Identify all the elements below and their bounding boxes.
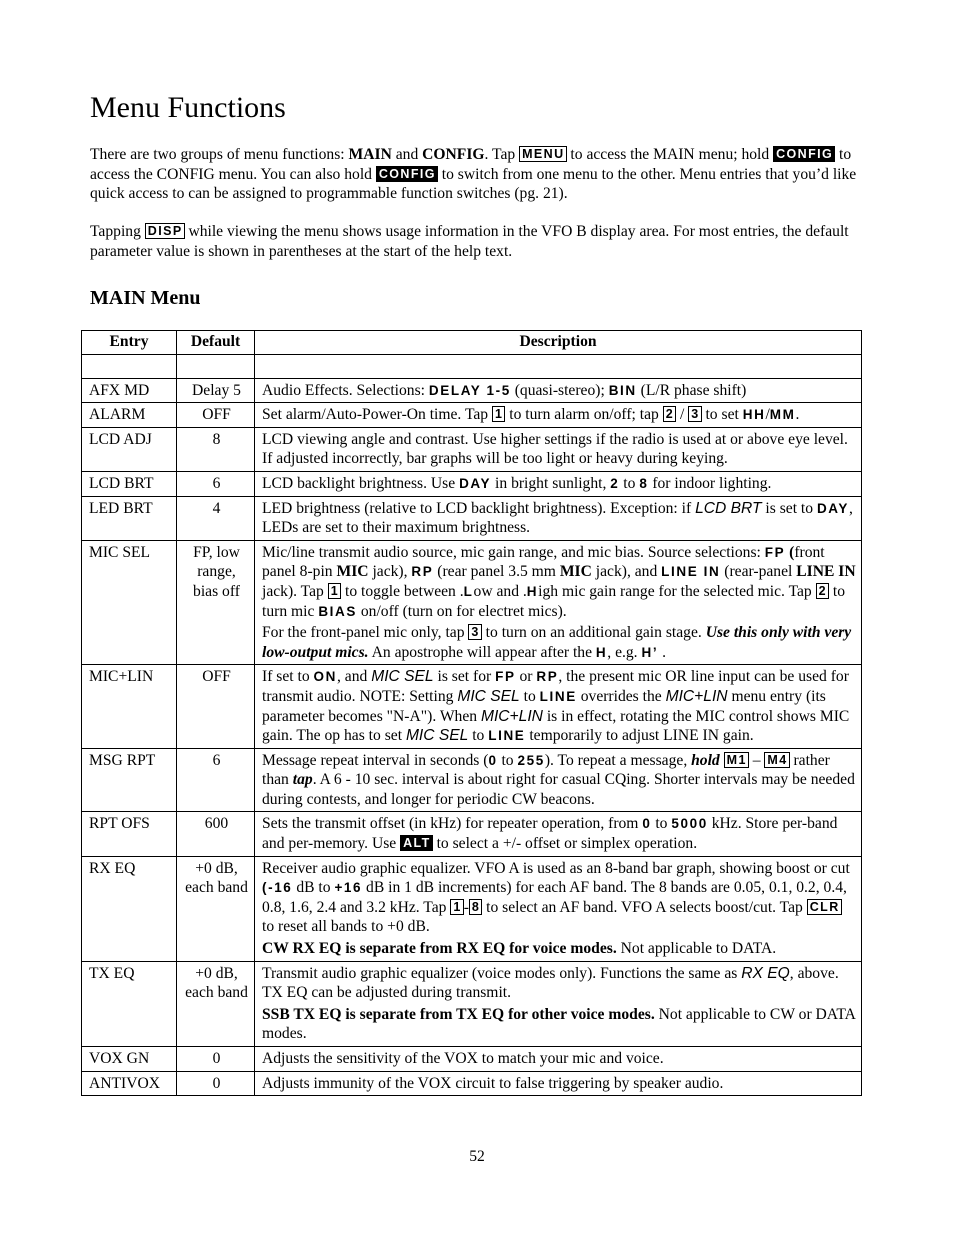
table-row <box>82 540 862 665</box>
description-cell: Message repeat interval in seconds (0 to 255). To repeat a message, hold M1 – M4 rather than tap. A 6 - 10 sec. interval is about right for casual CQing. Shorter intervals may be needed during contests, and longer for periodic CW beacons. <box>255 748 862 812</box>
default-cell: 6 <box>177 748 255 812</box>
table-row <box>82 427 862 471</box>
default-cell: 4 <box>177 496 255 540</box>
default-cell: +0 dB, each band <box>177 961 255 1046</box>
page-number: 52 <box>469 1148 485 1165</box>
default-cell: Delay 5 <box>177 378 255 403</box>
header-default: Default <box>177 331 255 355</box>
description-cell: Receiver audio graphic equalizer. VFO A is used as an 8-band bar graph, showing boost or cut (-16 dB to +16 dB in 1 dB increments) for each AF band. The 8 bands are 0.05, 0.1, 0.2, 0.4, 0.8, 1.6, 2.4 and 3.2 kHz. Tap 1 - 8 to select an AF band. VFO A selects boost/cut. Tap CLR to reset all bands to +0 dB. CW RX EQ is separate from RX EQ for voice modes. Not applicable to DATA. <box>255 856 862 961</box>
entry-cell: RX EQ <box>82 856 177 961</box>
key-label: 2 <box>663 406 676 422</box>
default-cell: FP, low range, bias off <box>177 540 255 665</box>
key-label: 1 <box>450 899 463 915</box>
entry-cell: LED BRT <box>82 496 177 540</box>
key-label: ALT <box>400 835 433 851</box>
key-label: 1 <box>492 406 505 422</box>
description-cell: Set alarm/Auto-Power-On time. Tap 1 to turn alarm on/off; tap 2 / 3 to set HH/MM. <box>255 403 862 428</box>
entry-cell: AFX MD <box>82 378 177 403</box>
table-row <box>82 812 862 856</box>
main-menu-table <box>81 330 862 1096</box>
key-label: CLR <box>807 899 842 915</box>
config-key-label: CONFIG <box>773 146 835 162</box>
default-cell: 8 <box>177 427 255 471</box>
entry-cell: ALARM <box>82 403 177 428</box>
entry-cell: MSG RPT <box>82 748 177 812</box>
table-row <box>82 496 862 540</box>
default-cell: OFF <box>177 665 255 748</box>
default-cell: +0 dB, each band <box>177 856 255 961</box>
table-row <box>82 961 862 1046</box>
table-row <box>82 1071 862 1096</box>
table-row <box>82 403 862 428</box>
menu-key-label: MENU <box>519 146 566 162</box>
header-entry: Entry <box>82 331 177 355</box>
table-row <box>82 471 862 496</box>
section-heading: MAIN Menu <box>90 287 201 309</box>
entry-cell: LCD ADJ <box>82 427 177 471</box>
description-cell: Audio Effects. Selections: DELAY 1-5 (quasi-stereo); BIN (L/R phase shift) <box>255 378 862 403</box>
entry-cell: MIC+LIN <box>82 665 177 748</box>
header-description: Description <box>255 331 862 355</box>
description-cell: If set to ON, and MIC SEL is set for FP or RP, the present mic OR line input can be used for transmit audio. NOTE: Setting MIC SEL to LINE overrides the MIC+LIN menu entry (its parameter becomes "N-A"). When MIC+LIN is in effect, rotating the MIC control shows MIC gain. The op has to set MIC SEL to LINE temporarily to adjust LINE IN gain. <box>255 665 862 748</box>
entry-cell: MIC SEL <box>82 540 177 665</box>
key-label: 3 <box>688 406 701 422</box>
intro-paragraph-2: Tapping DISP while viewing the menu shows usage information in the VFO B display area. For most entries, the default parameter value is shown in parentheses at the start of the help text. <box>90 223 849 260</box>
entry-cell: VOX GN <box>82 1047 177 1072</box>
page-title: Menu Functions <box>90 91 286 124</box>
config-key-label: CONFIG <box>376 166 438 182</box>
key-label: 8 <box>469 899 482 915</box>
description-cell: Sets the transmit offset (in kHz) for repeater operation, from 0 to 5000 kHz. Store per-band and per-memory. Use ALT to select a +/- offset or simplex operation. <box>255 812 862 856</box>
default-cell: 0 <box>177 1047 255 1072</box>
default-cell: 600 <box>177 812 255 856</box>
table-row <box>82 1047 862 1072</box>
key-label: M1 <box>724 752 749 768</box>
table-row <box>82 856 862 961</box>
key-label: M4 <box>764 752 789 768</box>
entry-cell: LCD BRT <box>82 471 177 496</box>
table-row <box>82 378 862 403</box>
default-cell: 0 <box>177 1071 255 1096</box>
table-header-row <box>82 331 862 355</box>
description-cell: Mic/line transmit audio source, mic gain range, and mic bias. Source selections: FP (front panel 8-pin MIC jack), RP (rear panel 3.5 mm MIC jack), and LINE IN (rear-panel LINE IN jack). Tap 1 to toggle between .Low and .High mic gain range for the selected mic. Tap 2 to turn mic BIAS on/off (turn on for electret mics). For the front-panel mic only, tap 3 to turn on an additional gain stage. Use this only with very low-output mics. An apostrophe will appear after the H, e.g. H’ . <box>255 540 862 665</box>
key-label: 1 <box>328 583 341 599</box>
description-cell: LCD backlight brightness. Use DAY in bright sunlight, 2 to 8 for indoor lighting. <box>255 471 862 496</box>
description-cell: LCD viewing angle and contrast. Use higher settings if the radio is used at or above eye level. If adjusted incorrectly, bar graphs will be too light or heavy during keying. <box>255 427 862 471</box>
key-label: 3 <box>468 624 481 640</box>
disp-key-label: DISP <box>145 223 185 239</box>
intro-paragraph-1: There are two groups of menu functions: MAIN and CONFIG. Tap MENU to access the MAIN menu; hold CONFIG to access the CONFIG menu. You can also hold CONFIG to switch from one menu to the other. Menu entries that you’d like quick access to can be assigned to programmable function switches (pg. 21). <box>90 146 857 203</box>
description-cell: LED brightness (relative to LCD backlight brightness). Exception: if LCD BRT is set to DAY, LEDs are set to their maximum brightness. <box>255 496 862 540</box>
table-row <box>82 665 862 748</box>
description-cell: Adjusts immunity of the VOX circuit to false triggering by speaker audio. <box>255 1071 862 1096</box>
table-row <box>82 748 862 812</box>
entry-cell: TX EQ <box>82 961 177 1046</box>
entry-cell: ANTIVOX <box>82 1071 177 1096</box>
key-label: 2 <box>816 583 829 599</box>
default-cell: OFF <box>177 403 255 428</box>
default-cell: 6 <box>177 471 255 496</box>
entry-cell: RPT OFS <box>82 812 177 856</box>
description-cell: Adjusts the sensitivity of the VOX to match your mic and voice. <box>255 1047 862 1072</box>
blank-row <box>82 354 862 378</box>
description-cell: Transmit audio graphic equalizer (voice modes only). Functions the same as RX EQ, above. TX EQ can be adjusted during transmit. SSB TX EQ is separate from TX EQ for other voice modes. Not applicable to CW or DATA modes. <box>255 961 862 1046</box>
